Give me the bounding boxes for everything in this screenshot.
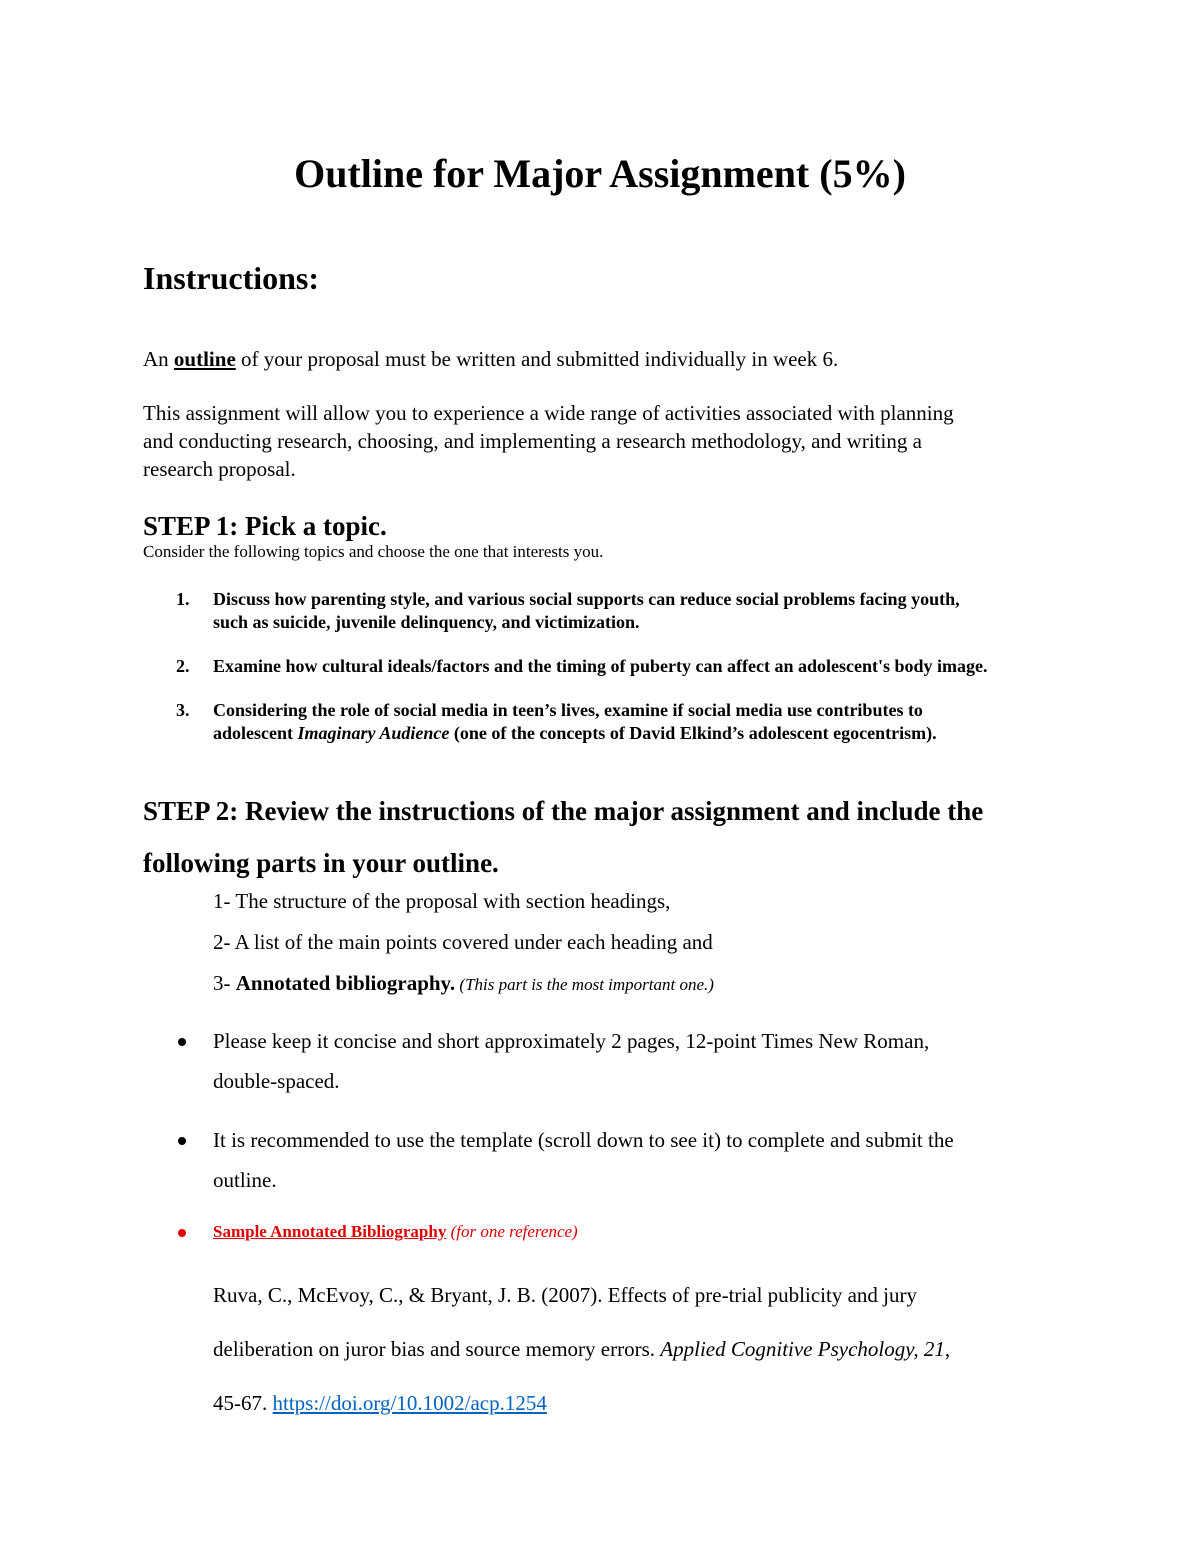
paragraph-assignment-description [143,399,1073,483]
topic-number: 2. [176,656,190,676]
sample-citation [213,1268,950,1430]
outline-part-3 [213,969,714,999]
topic-text [213,588,960,634]
p2-line-1: This assignment will allow you to experience a wide range of activities associated with planning [143,401,954,425]
topic-line: Examine how cultural ideals/factors and the timing of puberty can affect an adolescent's body image. [213,656,988,676]
step2-heading-line-2: following parts in your outline. [143,848,499,878]
topic-number: 1. [176,589,190,609]
bullet-icon [178,1038,186,1046]
outline-term: outline [173,347,236,371]
topic-text [213,699,937,745]
bullet-text [213,1212,578,1252]
outline-part-2: 2- A list of the main points covered under each heading and [213,930,713,954]
citation-line-3 [213,1376,950,1430]
step2-heading [143,785,1103,889]
citation-line-2 [213,1322,950,1376]
p2-line-2: and conducting research, choosing, and implementing a research methodology, and writing a [143,429,922,453]
bullet-line: It is recommended to use the template (scroll down to see it) to complete and submit the [213,1128,954,1152]
topic-line-after: (one of the concepts of David Elkind’s adolescent egocentrism). [449,723,937,743]
bullet-line: outline. [213,1168,277,1192]
citation-text: deliberation on juror bias and source memory errors. [213,1337,661,1361]
bullet-icon [178,1137,186,1145]
topic-line: Considering the role of social media in teen’s lives, examine if social media use contributes to [213,700,923,720]
citation-pages: 45-67. [213,1391,273,1415]
topic-text [213,655,987,678]
step2-heading-line-1: STEP 2: Review the instructions of the major assignment and include the [143,796,984,826]
bullet-line: Please keep it concise and short approximately 2 pages, 12-point Times New Roman, [213,1029,930,1053]
step1-subheading: Consider the following topics and choose the one that interests you. [143,542,604,561]
step1-heading: STEP 1: Pick a topic. [143,511,387,541]
sample-bibliography-heading: Sample Annotated Bibliography [213,1222,447,1241]
part3-note: (This part is the most important one.) [455,975,714,994]
topic-number: 3. [176,700,190,720]
p1-after: of your proposal must be written and submitted individually in week 6. [235,347,839,371]
bullet-text [213,1021,929,1101]
outline-part-1: 1- The structure of the proposal with section headings, [213,889,671,913]
bullet-text [213,1120,954,1200]
instructions-heading: Instructions: [143,260,320,296]
sample-bibliography-note: (for one reference) [446,1222,578,1241]
journal-name: Applied Cognitive Psychology, 21 [660,1337,945,1361]
bullet-icon [178,1229,186,1237]
p1-before: An [143,347,174,371]
citation-line-1: Ruva, C., McEvoy, C., & Bryant, J. B. (2007). Effects of pre-trial publicity and jury [213,1283,917,1307]
p2-line-3: research proposal. [143,457,296,481]
topic-line-before: adolescent [213,723,298,743]
page-title: Outline for Major Assignment (5%) [294,151,906,196]
paragraph-outline-intro [143,345,1083,373]
topic-line [213,722,937,745]
part3-bold: Annotated bibliography. [235,971,456,995]
topic-line: such as suicide, juvenile delinquency, and victimization. [213,612,640,632]
topic-line: Discuss how parenting style, and various social supports can reduce social problems facing youth, [213,589,960,609]
doi-link[interactable]: https://doi.org/10.1002/acp.1254 [272,1391,547,1415]
citation-punct: , [944,1337,951,1361]
bullet-line: double-spaced. [213,1069,340,1093]
part3-prefix: 3- [213,971,236,995]
imaginary-audience-term: Imaginary Audience [297,723,450,743]
